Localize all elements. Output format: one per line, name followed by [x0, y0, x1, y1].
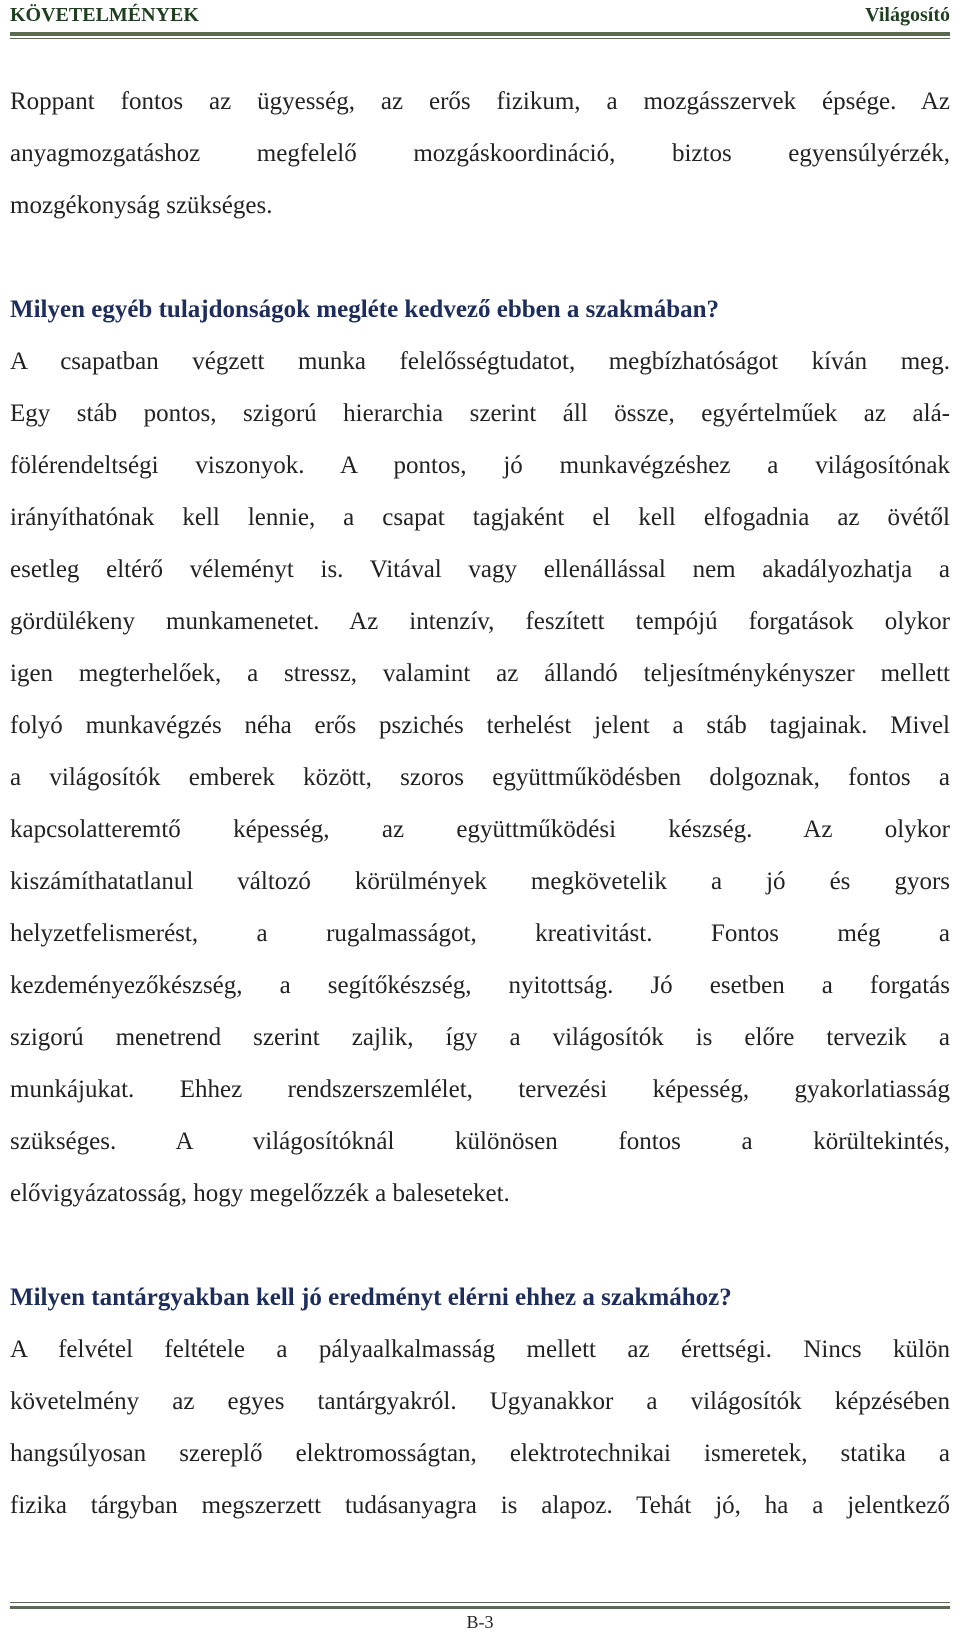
- text-line: elővigyázatosság, hogy megelőzzék a baleseteket.: [10, 1180, 510, 1207]
- page-number: B-3: [466, 1612, 494, 1632]
- section-heading: Milyen tantárgyakban kell jó eredményt elérni ehhez a szakmához?: [10, 1284, 732, 1311]
- text-line: fölérendeltségi viszonyok. A pontos, jó munkavégzéshez a világosítónak: [10, 452, 950, 479]
- text-line: A csapatban végzett munka felelősségtudatot, megbízhatóságot kíván meg.: [10, 348, 950, 375]
- text-line: irányíthatónak kell lennie, a csapat tagjaként el kell elfogadnia az övétől: [10, 504, 950, 531]
- section-paragraph: [10, 1324, 950, 1532]
- text-line: hangsúlyosan szereplő elektromosságtan, elektrotechnikai ismeretek, statika a: [10, 1440, 950, 1467]
- header-rule: [10, 32, 950, 36]
- footer-rule-thick: [10, 1606, 950, 1609]
- header-section-title: KÖVETELMÉNYEK: [10, 4, 199, 26]
- text-line: a világosítók emberek között, szoros együttműködésben dolgoznak, fontos a: [10, 764, 950, 791]
- page-header: [10, 0, 950, 38]
- text-line: A felvétel feltétele a pályaalkalmasság mellett az érettségi. Nincs külön: [10, 1336, 950, 1363]
- text-line: követelmény az egyes tantárgyakról. Ugyanakkor a világosítók képzésében: [10, 1388, 950, 1415]
- text-line: gördülékeny munkamenetet. Az intenzív, feszített tempójú forgatások olykor: [10, 608, 950, 635]
- text-line: szükséges. A világosítóknál különösen fontos a körültekintés,: [10, 1128, 950, 1155]
- section-paragraph: [10, 336, 950, 1220]
- intro-paragraph: [10, 76, 950, 232]
- text-line: igen megterhelőek, a stressz, valamint az állandó teljesítménykényszer mellett: [10, 660, 950, 687]
- text-line: esetleg eltérő véleményt is. Vitával vagy ellenállással nem akadályozhatja a: [10, 556, 950, 583]
- paragraph-spacer: [10, 232, 950, 284]
- text-line: szigorú menetrend szerint zajlik, így a világosítók is előre tervezik a: [10, 1024, 950, 1051]
- paragraph-spacer: [10, 1220, 950, 1272]
- text-line: folyó munkavégzés néha erős pszichés terhelést jelent a stáb tagjainak. Mivel: [10, 712, 950, 739]
- text-line: fizika tárgyban megszerzett tudásanyagra is alapoz. Tehát jó, ha a jelentkező: [10, 1492, 950, 1519]
- text-line: munkájukat. Ehhez rendszerszemlélet, tervezési képesség, gyakorlatiasság: [10, 1076, 950, 1103]
- footer-rule: [10, 1602, 950, 1603]
- page-body: [10, 76, 950, 1532]
- text-line: Roppant fontos az ügyesség, az erős fizikum, a mozgásszervek épsége. Az: [10, 88, 950, 115]
- text-line: Egy stáb pontos, szigorú hierarchia szerint áll össze, egyértelműek az alá-: [10, 400, 950, 427]
- text-line: kapcsolatteremtő képesség, az együttműködési készség. Az olykor: [10, 816, 950, 843]
- text-line: mozgékonyság szükséges.: [10, 192, 273, 219]
- text-line: kiszámíthatatlanul változó körülmények megkövetelik a jó és gyors: [10, 868, 950, 895]
- text-line: helyzetfelismerést, a rugalmasságot, kreativitást. Fontos még a: [10, 920, 950, 947]
- header-document-title: Világosító: [865, 4, 950, 26]
- text-line: kezdeményezőkészség, a segítőkészség, nyitottság. Jó esetben a forgatás: [10, 972, 950, 999]
- header-rule-thin: [10, 38, 950, 39]
- text-line: anyagmozgatáshoz megfelelő mozgáskoordináció, biztos egyensúlyérzék,: [10, 140, 950, 167]
- section-heading: Milyen egyéb tulajdonságok megléte kedvező ebben a szakmában?: [10, 296, 720, 323]
